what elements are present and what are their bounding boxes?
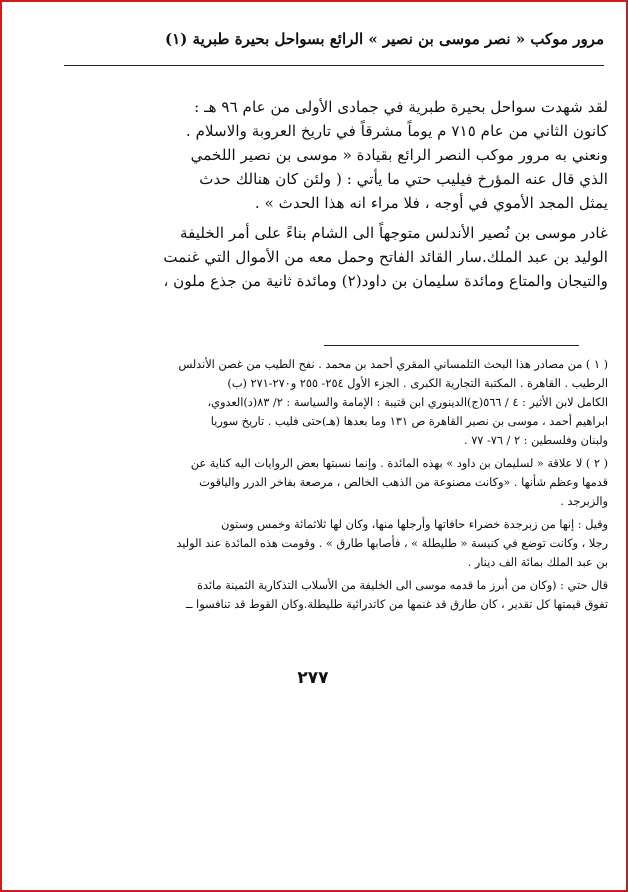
footnote-line: ابراهيم أحمد ، موسى بن نصير القاهرة ص ١٣١ وما بعدها (هـ)حتى فليب . تاريخ سوريا (210, 415, 608, 428)
footnote-line: وقيل : إنها من زبرجدة خضراء حافاتها وأرجلها منها، وكان لها ثلاثمائة وخمس وستون (221, 518, 608, 531)
body-line: ونعني به مرور موكب النصر الرائع بقيادة « موسى بن نصير اللخمي (190, 146, 608, 164)
footnote-line: ( ١ ) من مصادر هذا البحث التلمساني المقري أحمد بن محمد . نفح الطيب من غصن الأندلس (178, 358, 608, 371)
footnote-line: الرطيب . القاهرة . المكتبة التجارية الكبرى . الجزء الأول ٢٥٤- ٢٥٥ و٢٧٠-٢٧١ (ب) (227, 377, 608, 390)
footnote-2-quote (52, 576, 608, 614)
footnote-line: بن عبد الملك بمائة الف دينار . (467, 556, 608, 569)
body-paragraph-1 (62, 95, 608, 215)
body-line: يمثل المجد الأموي في أوجه ، فلا مراء انه هذا الحدث » . (254, 194, 608, 212)
page-title: مرور موكب « نصر موسى بن نصير » الرائع بسواحل بحيرة طبرية (١) (165, 30, 604, 48)
body-line: الذي قال عنه المؤرخ فيليب حتي ما يأتي : ( ولئن كان هنالك حدث (199, 170, 608, 188)
body-line: لقد شهدت سواحل بحيرة طبرية في جمادى الأولى من عام ٩٦ هـ : (194, 98, 608, 116)
page-number: ٢٧٧ (297, 668, 329, 688)
footnote-line: الكامل لابن الأثير : ٤ / ٥٦٦(ج)الدينوري ابن قتيبة : الإمامة والسياسة : ٢/ ٨٣(د)العدوي، (207, 396, 608, 409)
body-paragraph-2 (62, 221, 608, 293)
footnotes (52, 355, 608, 614)
body-line: غادر موسى بن نُصير الأندلس متوجهاً الى الشام بناءً على أمر الخليفة (179, 224, 608, 242)
title-divider (64, 65, 604, 66)
document-page (4, 4, 622, 886)
footnote-line: ( ٢ ) لا علاقة « لسليمان بن داود » بهذه المائدة . وإنما نسبتها بعض الروايات اليه كناية عن (190, 457, 608, 470)
footnote-line: قدمها وعظم شأنها . «وكانت مصنوعة من الذهب الخالص ، مرصعة بفاخر الدرر والياقوت (199, 476, 608, 489)
footnote-line: رجلا ، وكانت توضع في كنيسة « طليطلة » ، فأصابها طارق » . وقومت هذه المائدة عند الوليد (176, 537, 608, 550)
body-line: كانون الثاني من عام ٧١٥ م يوماً مشرقاً في تاريخ العروبة والاسلام . (185, 122, 608, 140)
body-line: والتيجان والمتاع ومائدة سليمان بن داود(٢) ومائدة ثانية من جذع ملون ، (163, 272, 608, 290)
footnote-2 (52, 454, 608, 511)
footnote-line: تفوق قيمتها كل تقدير ، كان طارق قد غنمها من كاتدرائية طليطلة.وكان القوط قد تنافسوا ــ (185, 598, 608, 611)
footnote-line: ولبنان وفلسطين : ٢ / ٧٦- ٧٧ . (464, 434, 608, 447)
footnote-2-continued (52, 515, 608, 572)
body-line: الوليد بن عبد الملك.سار القائد الفاتح وحمل معه من الأموال التي غنمت (163, 248, 608, 266)
footnote-line: قال حتي : (وكان من أبرز ما قدمه موسى الى الخليفة من الأسلاب التذكارية الثمينة مائدة (197, 579, 608, 592)
footnote-line: والزبرجد . (560, 495, 608, 508)
footnote-1 (52, 355, 608, 450)
main-body (62, 95, 608, 293)
footnote-divider (324, 345, 579, 346)
